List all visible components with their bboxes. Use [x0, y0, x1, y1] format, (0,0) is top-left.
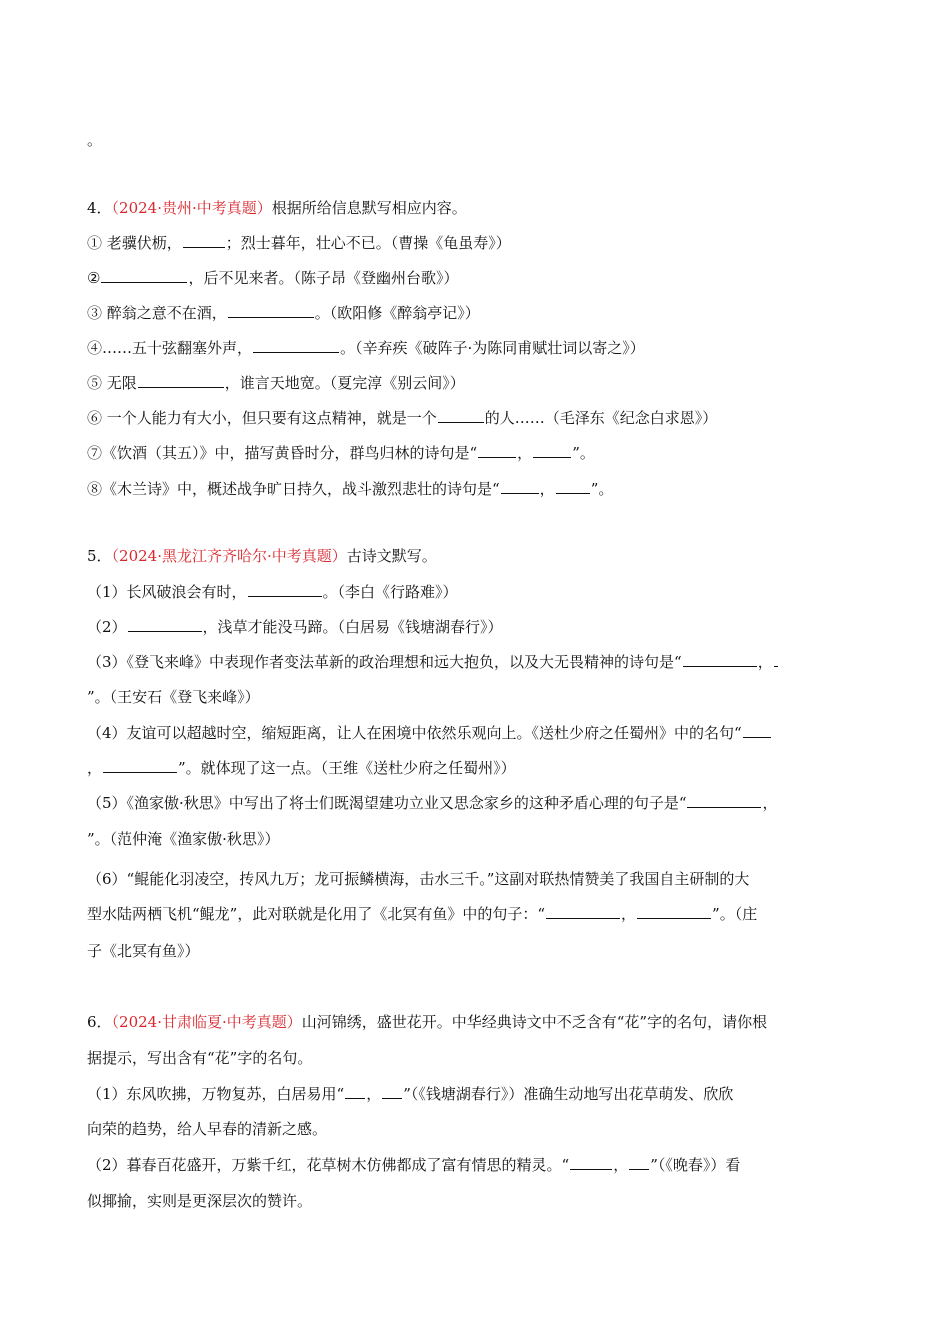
- q5-item-6-end: 子《北冥有鱼》）: [87, 942, 200, 960]
- answer-blank[interactable]: [683, 652, 757, 667]
- q4-item-5-text-b: ，谁言天地宽。（夏完淳《别云间》）: [224, 374, 465, 392]
- answer-blank[interactable]: [253, 338, 339, 353]
- q5-item-2: [87, 617, 867, 637]
- answer-blank[interactable]: [629, 1155, 649, 1170]
- q5-prompt: 古诗文默写。: [346, 547, 437, 565]
- answer-blank[interactable]: [138, 373, 224, 388]
- q4-item-7-text-c: ”。: [572, 444, 595, 462]
- q6-prompt: 山河锦绣，盛世花开。中华经典诗文中不乏含有“花”字的名句，请你根: [301, 1013, 768, 1031]
- q4-item-2-text-b: ，后不见来者。（陈子昂《登幽州台歌》）: [188, 269, 459, 287]
- q4-item-1-text-b: ；烈士暮年，壮心不已。（曹操《龟虽寿》）: [225, 234, 511, 252]
- q5-item-5: [87, 793, 867, 813]
- answer-blank[interactable]: [501, 479, 539, 494]
- q5-item-5-cont: ”。（范仲淹《渔家傲·秋思》）: [87, 830, 280, 848]
- q6-item-2-text-b: ，: [613, 1156, 629, 1174]
- q5-header: [87, 546, 867, 566]
- q6-item-1-text-b: ，: [366, 1085, 382, 1103]
- q5-item-3-text-b: ，: [757, 653, 773, 671]
- q5-item-4-cont: [87, 758, 867, 778]
- q6-item-1-text-c: ”（《钱塘湖春行》）准确生动地写出花草萌发、欣欣: [403, 1085, 734, 1103]
- q4-item-6: [87, 408, 867, 428]
- q4-source: （2024·贵州·中考真题）: [111, 199, 272, 217]
- q4-item-3-text-a: ③ 醉翁之意不在酒，: [87, 304, 227, 322]
- q4-item-7-text-b: ，: [517, 444, 533, 462]
- answer-blank[interactable]: [637, 904, 711, 919]
- answer-blank[interactable]: [774, 652, 778, 667]
- q4-item-5: [87, 373, 867, 393]
- q5-item-4-text-a: （4）友谊可以超越时空，缩短距离，让人在困境中依然乐观向上。《送杜少府之任蜀州》中的名句“: [87, 724, 742, 742]
- answer-blank[interactable]: [478, 443, 516, 458]
- q5-number: 5．: [87, 547, 112, 565]
- answer-blank[interactable]: [382, 1084, 402, 1099]
- q5-item-2-text-b: ，浅草才能没马蹄。（白居易《钱塘湖春行》）: [202, 618, 503, 636]
- q6-item-1-text-a: （1）东风吹拂，万物复苏，白居易用“: [87, 1085, 345, 1103]
- q5-item-3-text-a: （3）《登飞来峰》中表现作者变法革新的政治理想和远大抱负，以及大无畏精神的诗句是“: [87, 653, 682, 671]
- q4-item-8-text-a: ⑧《木兰诗》中，概述战争旷日持久，战斗激烈悲壮的诗句是“: [87, 480, 500, 498]
- q5-item-4: [87, 723, 867, 743]
- q5-item-5-text-b: ，: [762, 794, 778, 812]
- q6-number: 6．: [87, 1013, 112, 1031]
- q5-item-4-text-c: ”。就体现了这一点。（王维《送杜少府之任蜀州》）: [178, 759, 516, 777]
- answer-blank[interactable]: [101, 268, 187, 283]
- q4-item-7-text-a: ⑦《饮酒（其五）》中，描写黄昏时分，群鸟归林的诗句是“: [87, 444, 478, 462]
- q4-item-3-text-b: 。（欧阳修《醉翁亭记》）: [314, 304, 480, 322]
- q5-item-5-text-a: （5）《渔家傲·秋思》中写出了将士们既渴望建功立业又思念家乡的这种矛盾心理的句子是“: [87, 794, 687, 812]
- q4-item-8-text-b: ，: [539, 480, 555, 498]
- answer-blank[interactable]: [743, 723, 771, 738]
- leading-punctuation: 。: [87, 131, 103, 149]
- q4-item-6-text-a: ⑥ 一个人能力有大小，但只要有这点精神，就是一个: [87, 409, 437, 427]
- answer-blank[interactable]: [533, 443, 571, 458]
- q5-item-3-cont: ”。（王安石《登飞来峰》）: [87, 688, 260, 706]
- q4-item-4-text-a: ④……五十弦翻塞外声，: [87, 339, 253, 357]
- answer-blank[interactable]: [128, 617, 202, 632]
- answer-blank[interactable]: [345, 1084, 365, 1099]
- q4-item-6-text-b: 的人……（毛泽东《纪念白求恩》）: [484, 409, 718, 427]
- q6-item-2-cont: 似揶揄，实则是更深层次的赞许。: [87, 1192, 313, 1210]
- answer-blank[interactable]: [687, 793, 761, 808]
- q6-item-1: [87, 1084, 867, 1104]
- answer-blank[interactable]: [248, 582, 322, 597]
- q4-item-2: [87, 268, 867, 288]
- q4-item-1: [87, 233, 867, 253]
- q4-item-2-text-a: ②: [87, 269, 101, 287]
- q5-item-1: [87, 582, 867, 602]
- q6-item-1-cont: 向荣的趋势，给人早春的清新之感。: [87, 1120, 328, 1138]
- q5-item-2-text-a: （2）: [87, 618, 127, 636]
- answer-blank[interactable]: [438, 408, 484, 423]
- answer-blank[interactable]: [183, 233, 225, 248]
- q5-item-6-text-c: ，: [621, 905, 637, 923]
- q5-item-4-text-b: ，: [87, 759, 103, 777]
- q5-source: （2024·黑龙江齐齐哈尔·中考真题）: [111, 547, 347, 565]
- q4-item-4-text-b: 。（辛弃疾《破阵子·为陈同甫赋壮词以寄之》）: [340, 339, 645, 357]
- q4-item-1-text-a: ① 老骥伏枥，: [87, 234, 182, 252]
- answer-blank[interactable]: [103, 758, 177, 773]
- q5-item-6-text-d: ”。（庄: [712, 905, 758, 923]
- q6-item-2: [87, 1155, 867, 1175]
- answer-blank[interactable]: [570, 1155, 612, 1170]
- q4-item-8: [87, 479, 867, 499]
- q6-source: （2024·甘肃临夏·中考真题）: [111, 1013, 302, 1031]
- q6-prompt-cont: 据提示，写出含有“花”字的名句。: [87, 1049, 313, 1067]
- q4-header: [87, 198, 867, 218]
- q5-item-3: [87, 652, 867, 672]
- q4-item-4: [87, 338, 867, 358]
- q5-item-6-text-b: 型水陆两栖飞机“鲲龙”，此对联就是化用了《北冥有鱼》中的句子：“: [87, 905, 546, 923]
- q6-header: [87, 1012, 867, 1032]
- q4-item-8-text-c: ”。: [590, 480, 614, 498]
- q4-item-7: [87, 443, 867, 463]
- q4-item-3: [87, 303, 867, 323]
- q4-number: 4．: [87, 199, 112, 217]
- q5-item-1-text-a: （1）长风破浪会有时，: [87, 583, 247, 601]
- q6-item-2-text-a: （2）暮春百花盛开，万紫千红，花草树木仿佛都成了富有情思的精灵。“: [87, 1156, 570, 1174]
- q4-item-5-text-a: ⑤ 无限: [87, 374, 137, 392]
- answer-blank[interactable]: [228, 303, 314, 318]
- q5-item-1-text-b: 。（李白《行路难》）: [322, 583, 458, 601]
- q4-prompt: 根据所给信息默写相应内容。: [271, 199, 467, 217]
- answer-blank[interactable]: [556, 479, 590, 494]
- q5-item-6: （6）“鲲能化羽凌空，抟风九万；龙可振鳞横海，击水三千。”这副对联热情赞美了我国自主研制的大: [87, 870, 750, 888]
- q5-item-6-cont: [87, 904, 867, 924]
- q6-item-2-text-c: ”（《晚春》）看: [650, 1156, 741, 1174]
- answer-blank[interactable]: [546, 904, 620, 919]
